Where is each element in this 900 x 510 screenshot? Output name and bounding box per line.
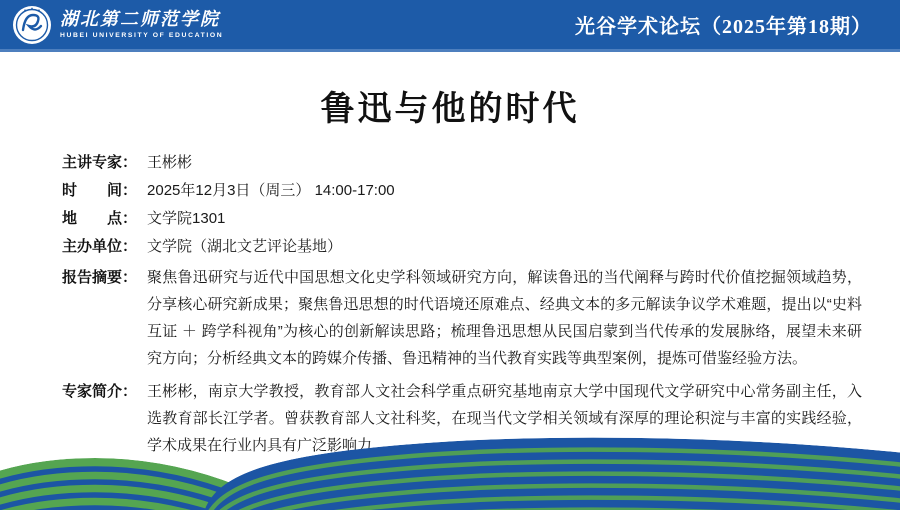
university-name: [60, 10, 223, 39]
university-seal-icon: [12, 5, 52, 45]
poster-body: [0, 55, 900, 465]
header-bar: [0, 0, 900, 52]
field-label: 时 间：: [62, 182, 138, 199]
event-details: [62, 152, 862, 459]
field-speaker: [62, 152, 862, 173]
field-time: [62, 180, 862, 201]
field-organizer: [62, 236, 862, 257]
university-brand: [12, 5, 223, 45]
field-value: 文学院1301: [147, 210, 226, 227]
field-label: 主办单位：: [62, 238, 138, 255]
field-value: 文学院（湖北文艺评论基地）: [147, 238, 343, 255]
field-label: 报告摘要：: [62, 269, 138, 286]
forum-series-title: 光谷学术论坛（2025年第18期）: [575, 16, 872, 38]
field-location: [62, 208, 862, 229]
field-label: 主讲专家：: [62, 154, 138, 171]
field-value: 2025年12月3日（周三） 14:00-17:00: [147, 182, 395, 199]
page-title: 鲁迅与他的时代: [320, 90, 580, 128]
field-abstract: [62, 264, 862, 372]
university-name-zh: 湖北第二师范学院: [60, 8, 220, 29]
field-label: 地 点：: [62, 210, 138, 227]
field-value: 聚焦鲁迅研究与近代中国思想文化史学科领域研究方向，解读鲁迅的当代阐释与跨时代价值挖掘领域趋势，分享核心研究新成果；聚焦鲁迅思想的时代语境还原难点、经典文本的多元解读争议学术难题，提出以“史料互证 ＋ 跨学科视角”为核心的创新解读思路；梳理鲁迅思想从民国启蒙到当代传承的发展脉络，展望未来研究方向；分析经典文本的跨媒介传播、鲁迅精神的当代教育实践等典型案例，提炼可借鉴经验方法。: [147, 269, 862, 367]
blue-wave: [203, 438, 900, 510]
field-label: 专家简介：: [62, 383, 138, 400]
university-name-en: HUBEI UNIVERSITY OF EDUCATION: [60, 31, 224, 39]
field-value: 王彬彬: [147, 154, 193, 171]
wave-decoration: [0, 420, 900, 510]
field-value: 王彬彬，南京大学教授，教育部人文社会科学重点研究基地南京大学中国现代文学研究中心常务副主任，入选教育部长江学者。曾获教育部人文社科奖，在现当代文学相关领域有深厚的理论积淀与丰富的实践经验，学术成果在行业内具有广泛影响力。: [147, 383, 862, 454]
